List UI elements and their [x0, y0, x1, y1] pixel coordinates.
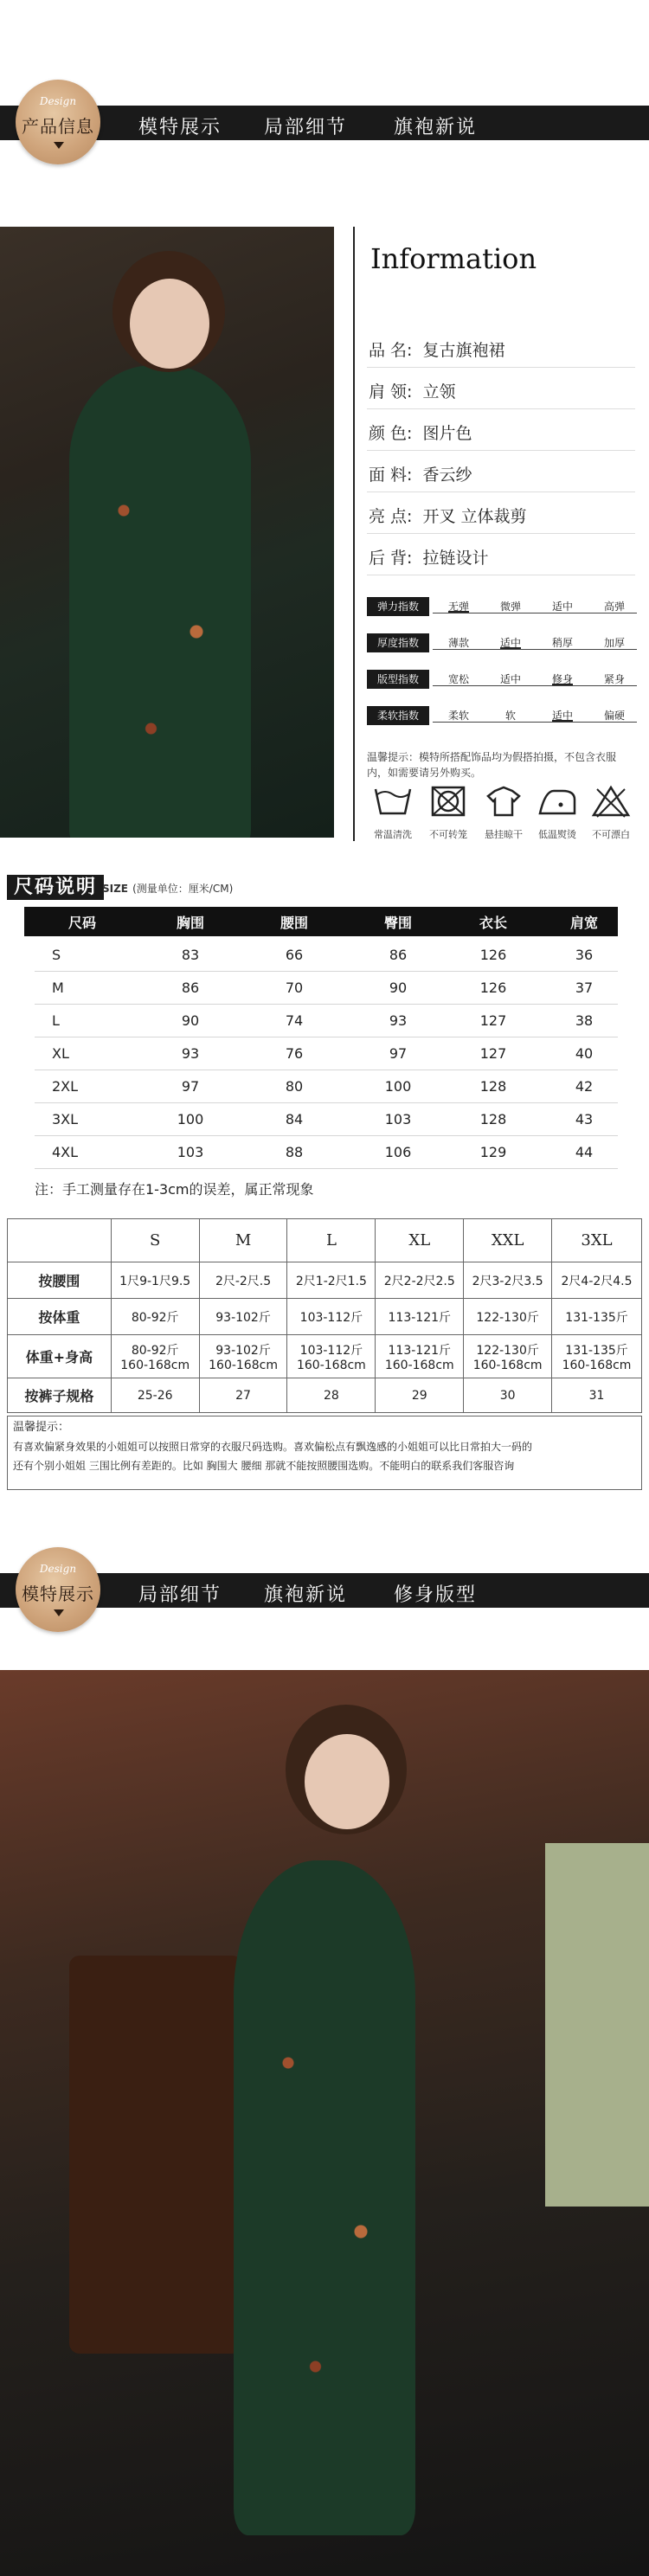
- size-header-cell: 臀围: [383, 915, 412, 931]
- guide-cell: 103-112斤 160-168cm: [287, 1335, 376, 1378]
- attribute-value: 开叉 立体裁剪: [422, 507, 527, 526]
- guide-cell: 28: [287, 1378, 376, 1413]
- size-cell: 86: [389, 947, 408, 963]
- scale-option: 适中: [551, 601, 573, 613]
- low-iron-icon: [537, 784, 578, 819]
- medal-title: 产品信息: [22, 116, 94, 137]
- attribute-label: 颜 色:: [369, 424, 413, 443]
- attribute-label: 肩 领:: [369, 382, 413, 401]
- size-cell: 4XL: [52, 1144, 79, 1160]
- size-cell: 128: [479, 1111, 507, 1127]
- model-photo: [0, 227, 334, 838]
- guide-cell: 2尺1-2尺1.5: [287, 1262, 376, 1299]
- model-photo-large: [0, 1670, 649, 2576]
- attribute-row: [369, 379, 455, 402]
- scale-option: 加厚: [603, 637, 625, 649]
- size-cell: 128: [479, 1078, 507, 1095]
- size-heading: [7, 872, 104, 899]
- guide-cell: 30: [464, 1378, 552, 1413]
- scale-label: 厚度指数: [367, 633, 429, 652]
- guide-cell: 27: [199, 1378, 287, 1413]
- scale-option: 宽松: [447, 673, 469, 685]
- scale-option-selected: 修身: [551, 673, 573, 685]
- size-header-cell: 肩宽: [569, 915, 598, 931]
- medal-title: 模特展示: [22, 1584, 94, 1604]
- guide-header-cell: [8, 1219, 112, 1262]
- size-cell: 93: [389, 1012, 408, 1029]
- attribute-divider: [367, 491, 635, 492]
- size-title: 尺码说明: [7, 875, 104, 900]
- guide-cell: 113-121斤: [376, 1299, 464, 1335]
- guide-row-label: 按体重: [8, 1299, 112, 1335]
- care-caption: 不可漂白: [592, 829, 630, 840]
- size-cell: 90: [181, 1012, 200, 1029]
- size-cell: 129: [479, 1144, 507, 1160]
- guide-header-cell: M: [199, 1219, 287, 1262]
- guide-cell: 25-26: [111, 1378, 199, 1413]
- guide-cell: 1尺9-1尺9.5: [111, 1262, 199, 1299]
- guide-cell: 131-135斤 160-168cm: [552, 1335, 642, 1378]
- guide-header-cell: XL: [376, 1219, 464, 1262]
- scale-option: 薄款: [447, 637, 469, 649]
- guide-cell: 122-130斤 160-168cm: [464, 1335, 552, 1378]
- attribute-divider: [367, 450, 635, 451]
- guide-row-label: 体重+身高: [8, 1335, 112, 1378]
- size-cell: 97: [389, 1045, 408, 1062]
- guide-header-cell: L: [287, 1219, 376, 1262]
- size-cell: 97: [181, 1078, 200, 1095]
- size-cell: 3XL: [52, 1111, 79, 1127]
- size-cell: 127: [479, 1045, 507, 1062]
- size-cell: 100: [384, 1078, 412, 1095]
- care-note: 温馨提示：模特所搭配饰品均为假搭拍摄，不包含衣服内，如需要请另外购买。: [367, 751, 617, 779]
- size-row-divider: [35, 1102, 618, 1103]
- attribute-value: 拉链设计: [422, 549, 489, 568]
- guide-header-cell: 3XL: [552, 1219, 642, 1262]
- guide-cell: 103-112斤: [287, 1299, 376, 1335]
- size-cell: 43: [575, 1111, 594, 1127]
- size-cell: S: [52, 947, 61, 963]
- size-guide-table: [7, 1218, 642, 1413]
- size-cell: 80: [285, 1078, 304, 1095]
- hand-wash-icon: [372, 784, 414, 819]
- size-cell: 40: [575, 1045, 594, 1062]
- size-cell: 103: [384, 1111, 412, 1127]
- scale-option: 微弹: [499, 601, 521, 613]
- guide-cell: 80-92斤: [111, 1299, 199, 1335]
- medal-design-text: Design: [39, 95, 77, 107]
- tab-qipao-story[interactable]: 旗袍新说: [394, 117, 478, 138]
- scale-option: 稍厚: [551, 637, 573, 649]
- size-cell: 66: [285, 947, 304, 963]
- size-cell: 76: [285, 1045, 304, 1062]
- tab-model-show[interactable]: 模特展示: [138, 117, 222, 138]
- guide-cell: 2尺3-2尺3.5: [464, 1262, 552, 1299]
- scale-option-selected: 适中: [499, 637, 521, 649]
- guide-header-cell: XXL: [464, 1219, 552, 1262]
- scale-option: 适中: [499, 673, 521, 685]
- section-medal: [16, 1547, 100, 1632]
- scale-option: 紧身: [603, 673, 625, 685]
- size-cell: M: [52, 980, 64, 996]
- no-bleach-icon: [590, 784, 632, 819]
- size-sub-label: SIZE: [102, 883, 129, 895]
- size-row-divider: [35, 971, 618, 972]
- size-cell: 127: [479, 1012, 507, 1029]
- guide-cell: 2尺4-2尺4.5: [552, 1262, 642, 1299]
- attribute-label: 亮 点:: [369, 507, 413, 526]
- hang-dry-icon: [483, 784, 524, 819]
- medal-arrow-icon: [54, 142, 64, 149]
- size-row-divider: [35, 1135, 618, 1136]
- care-caption: 常温清洗: [374, 829, 412, 840]
- attribute-value: 立领: [422, 382, 456, 401]
- size-row-divider: [35, 1168, 618, 1169]
- guide-cell: 2尺2-2尺2.5: [376, 1262, 464, 1299]
- size-note: 注：手工测量存在1-3cm的误差，属正常现象: [35, 1181, 314, 1198]
- tab-slim-fit[interactable]: 修身版型: [394, 1584, 478, 1606]
- size-header-cell: 腰围: [280, 915, 308, 931]
- size-cell: L: [52, 1012, 60, 1029]
- scale-option: 柔软: [447, 710, 469, 722]
- size-cell: 106: [384, 1144, 412, 1160]
- attribute-row: [369, 337, 504, 361]
- size-cell: 126: [479, 947, 507, 963]
- guide-cell: 113-121斤 160-168cm: [376, 1335, 464, 1378]
- attribute-row: [369, 462, 472, 485]
- guide-cell: 2尺-2尺.5: [199, 1262, 287, 1299]
- size-cell: 100: [177, 1111, 204, 1127]
- info-divider-line: [353, 227, 355, 841]
- care-caption: 低温熨烫: [538, 829, 576, 840]
- size-cell: 74: [285, 1012, 304, 1029]
- size-cell: 2XL: [52, 1078, 79, 1095]
- scale-option: 高弹: [603, 601, 625, 613]
- size-cell: 86: [181, 980, 200, 996]
- attribute-value: 图片色: [422, 424, 472, 443]
- attribute-label: 品 名:: [369, 341, 413, 360]
- medal-design-text: Design: [39, 1563, 77, 1575]
- guide-cell: 93-102斤: [199, 1299, 287, 1335]
- care-caption: 不可转笼: [429, 829, 467, 840]
- attribute-row: [369, 545, 488, 569]
- attribute-divider: [367, 533, 635, 534]
- no-tumble-dry-icon: [427, 784, 469, 819]
- info-title: Information: [370, 242, 537, 275]
- medal-arrow-icon: [54, 1609, 64, 1616]
- tab-detail[interactable]: 局部细节: [264, 117, 348, 138]
- guide-row-label: 按腰围: [8, 1262, 112, 1299]
- size-subheading: [102, 879, 233, 896]
- attribute-label: 面 料:: [369, 466, 413, 485]
- size-cell: 88: [285, 1144, 304, 1160]
- guide-cell: 122-130斤: [464, 1299, 552, 1335]
- size-cell: 83: [181, 947, 200, 963]
- tips-line: 有喜欢偏紧身效果的小姐姐可以按照日常穿的衣服尺码选购。喜欢偏松点有飘逸感的小姐姐可以比日常拍大一码的: [13, 1441, 533, 1453]
- guide-cell: 29: [376, 1378, 464, 1413]
- section-medal: [16, 80, 100, 164]
- scale-label: 柔软指数: [367, 706, 429, 725]
- scale-option-selected: 无弹: [447, 601, 469, 613]
- attribute-row: [369, 504, 527, 527]
- scale-option-selected: 适中: [551, 710, 573, 722]
- size-cell: 70: [285, 980, 304, 996]
- size-cell: 126: [479, 980, 507, 996]
- tab-detail[interactable]: 局部细节: [138, 1584, 222, 1606]
- size-cell: 103: [177, 1144, 204, 1160]
- guide-cell: 31: [552, 1378, 642, 1413]
- scale-option: 偏硬: [603, 710, 625, 722]
- size-cell: 93: [181, 1045, 200, 1062]
- attribute-row: [369, 421, 472, 444]
- size-cell: 42: [575, 1078, 594, 1095]
- guide-cell: 93-102斤 160-168cm: [199, 1335, 287, 1378]
- size-cell: 38: [575, 1012, 594, 1029]
- size-tips-box: [7, 1416, 642, 1490]
- attribute-divider: [367, 367, 635, 368]
- care-caption: 悬挂晾干: [485, 829, 523, 840]
- size-header-cell: 尺码: [67, 915, 96, 931]
- tab-qipao-story[interactable]: 旗袍新说: [264, 1584, 348, 1606]
- guide-cell: 131-135斤: [552, 1299, 642, 1335]
- size-header-cell: 衣长: [479, 915, 507, 931]
- attribute-value: 香云纱: [422, 466, 472, 485]
- guide-header-cell: S: [111, 1219, 199, 1262]
- size-cell: 37: [575, 980, 594, 996]
- size-row-divider: [35, 1004, 618, 1005]
- guide-row-label: 按裤子规格: [8, 1378, 112, 1413]
- scale-label: 弹力指数: [367, 597, 429, 616]
- attribute-value: 复古旗袍裙: [422, 341, 505, 360]
- tips-title: 温馨提示：: [13, 1421, 70, 1434]
- size-cell: 90: [389, 980, 408, 996]
- scale-option: 软: [504, 710, 516, 722]
- tips-line: 还有个别小姐姐 三围比例有差距的。比如 胸围大 腰细 那就不能按照腰围选购。不能明白的联系我们客服咨询: [13, 1460, 515, 1472]
- size-cell: 44: [575, 1144, 594, 1160]
- attribute-divider: [367, 408, 635, 409]
- scale-label: 版型指数: [367, 670, 429, 689]
- size-sub-unit: (测量单位：厘米/CM): [132, 883, 234, 895]
- size-cell: XL: [52, 1045, 69, 1062]
- attribute-label: 后 背:: [369, 549, 413, 568]
- size-header-cell: 胸围: [176, 915, 204, 931]
- size-cell: 36: [575, 947, 594, 963]
- guide-cell: 80-92斤 160-168cm: [111, 1335, 199, 1378]
- size-cell: 84: [285, 1111, 304, 1127]
- care-icons-row: [367, 784, 635, 845]
